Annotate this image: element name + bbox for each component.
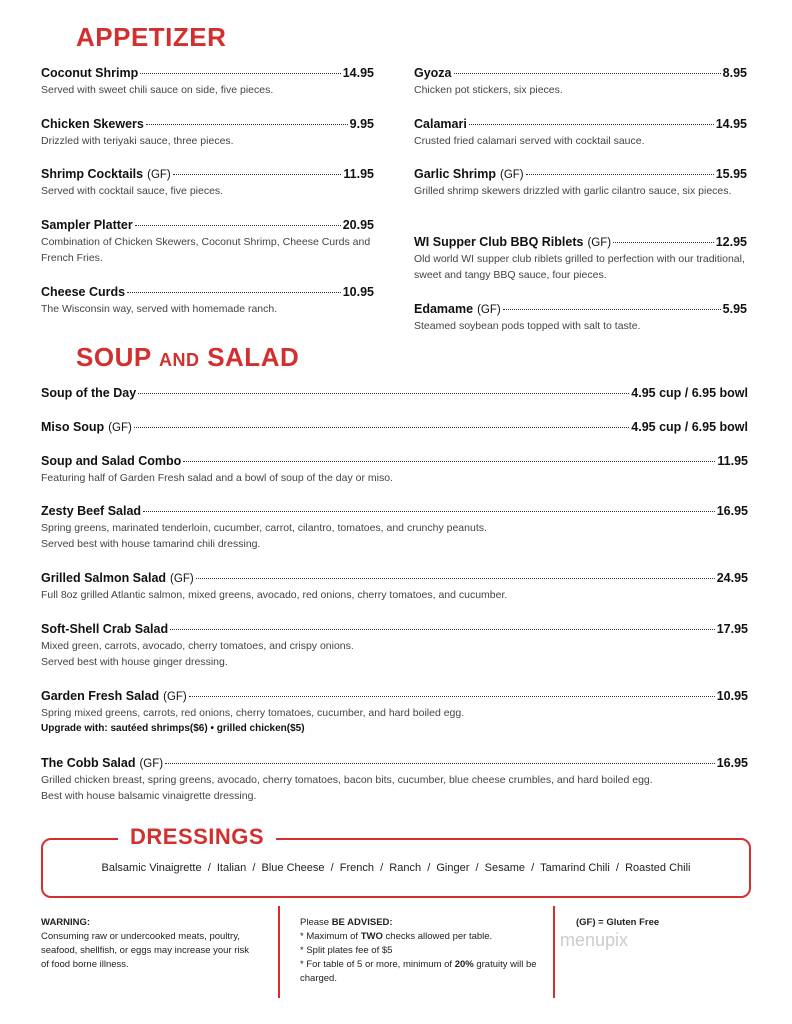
- menu-item-description: Chicken pot stickers, six pieces.: [414, 84, 563, 96]
- watermark: menupix: [560, 930, 629, 950]
- menu-item: [41, 167, 374, 199]
- menu-item-price: 10.95: [342, 285, 374, 299]
- gluten-free-tag: (GF): [477, 304, 501, 316]
- advised-lead: Please: [300, 917, 332, 928]
- menu-item-name: Grilled Salmon Salad: [41, 571, 167, 585]
- leader-dots: [183, 461, 715, 462]
- menu-item-row: [414, 117, 747, 131]
- menu-item-row: [41, 218, 374, 232]
- menu-item-description-note: Best with house balsamic vinaigrette dressing.: [41, 790, 257, 802]
- menu-item-row: [414, 302, 747, 316]
- leader-dots: [526, 174, 714, 175]
- salad-word: SALAD: [207, 342, 300, 372]
- menu-item-name: Miso Soup: [41, 420, 105, 434]
- leader-dots: [170, 629, 715, 630]
- menu-item-price: 4.95 cup / 6.95 bowl: [631, 386, 748, 400]
- menu-item-price: 17.95: [716, 622, 748, 636]
- leader-dots: [189, 696, 715, 697]
- menu-item-name: Soup of the Day: [41, 386, 137, 400]
- footer-divider-right: [553, 906, 555, 998]
- menu-item: [41, 622, 748, 670]
- menu-item-row: [41, 167, 374, 181]
- menu-item-price: 11.95: [343, 167, 374, 181]
- menu-item-row: [41, 571, 748, 585]
- advised-3b: 20%: [454, 959, 474, 970]
- menu-item-name: Coconut Shrimp: [41, 66, 139, 80]
- menu-item-row: [41, 386, 748, 400]
- menu-item-description: Spring mixed greens, carrots, red onions, cherry tomatoes, cucumber, and hard boiled egg.: [41, 707, 465, 719]
- menu-item: [41, 504, 748, 552]
- warning-text: Consuming raw or undercooked meats, poultry, seafood, shellfish, or eggs may increase your risk of food borne illness.: [41, 931, 250, 970]
- menu-item-name: Cheese Curds: [41, 285, 126, 299]
- leader-dots: [173, 174, 342, 175]
- menu-item-row: [41, 504, 748, 518]
- menu-item-name: Gyoza: [414, 66, 452, 80]
- menu-item: [414, 117, 747, 149]
- leader-dots: [613, 242, 714, 243]
- advised-note: [300, 916, 540, 986]
- advised-2: * Split plates fee of $5: [300, 945, 393, 956]
- gluten-free-tag: (GF): [108, 422, 132, 434]
- menu-item-row: [41, 622, 748, 636]
- dressings-list: Balsamic Vinaigrette / Italian / Blue Cheese / French / Ranch / Ginger / Sesame / Tamarind Chili / Roasted Chili: [101, 862, 691, 874]
- menu-item-description: Grilled chicken breast, spring greens, avocado, cherry tomatoes, bacon bits, cucumber, blue cheese crumbles, and hard boiled egg.: [41, 774, 653, 786]
- leader-dots: [146, 124, 348, 125]
- menu-item-name: Soft-Shell Crab Salad: [41, 622, 169, 636]
- menu-item-name: Chicken Skewers: [41, 117, 144, 131]
- dressings-heading: DRESSINGS: [118, 824, 276, 850]
- menu-item-name: Garlic Shrimp: [414, 167, 496, 181]
- gluten-free-tag: (GF): [139, 758, 164, 770]
- menu-item-price: 4.95 cup / 6.95 bowl: [631, 420, 748, 434]
- advised-bold: BE ADVISED:: [331, 917, 393, 928]
- menu-item-row: [41, 454, 748, 468]
- soup-salad-heading: [76, 342, 299, 373]
- leader-dots: [134, 427, 629, 428]
- footer-divider-left: [278, 906, 280, 998]
- menu-item-name: Garden Fresh Salad: [41, 689, 160, 703]
- warning-title: WARNING:: [41, 917, 91, 928]
- leader-dots: [196, 578, 715, 579]
- gluten-free-tag: (GF): [163, 691, 187, 703]
- menu-item: [41, 454, 748, 486]
- menu-item: [41, 218, 374, 266]
- leader-dots: [135, 225, 341, 226]
- menu-item-name: Soup and Salad Combo: [41, 454, 182, 468]
- menu-item-name: Shrimp Cocktails: [41, 167, 144, 181]
- menu-item-row: [414, 235, 747, 249]
- advised-3a: * For table of 5 or more, minimum of: [300, 959, 455, 970]
- menu-item: [41, 689, 748, 734]
- menu-item-description: Old world WI supper club riblets grilled to perfection with our traditional, sweet and tangy BBQ sauce, four pieces.: [414, 253, 745, 281]
- and-word: AND: [158, 350, 200, 370]
- menu-item-description: The Wisconsin way, served with homemade ranch.: [41, 303, 278, 315]
- leader-dots: [503, 309, 721, 310]
- appetizer-heading: APPETIZER: [76, 22, 227, 52]
- menu-item-description: Full 8oz grilled Atlantic salmon, mixed greens, avocado, red onions, cherry tomatoes, and cucumber.: [41, 589, 508, 601]
- menu-item: [41, 66, 374, 98]
- menu-item-price: 5.95: [722, 302, 747, 316]
- menu-item: [41, 571, 748, 603]
- menu-item-description: Grilled shrimp skewers drizzled with garlic cilantro sauce, six pieces.: [414, 185, 732, 197]
- menu-item-description: Served with cocktail sauce, five pieces.: [41, 185, 224, 197]
- menu-item-price: 9.95: [349, 117, 374, 131]
- soup-word: SOUP: [76, 342, 152, 372]
- menu-item-description: Drizzled with teriyaki sauce, three pieces.: [41, 135, 234, 147]
- menu-item-price: 10.95: [716, 689, 748, 703]
- menu-item: [41, 386, 748, 400]
- menu-item-row: [414, 167, 747, 181]
- menu-item-name: The Cobb Salad: [41, 756, 136, 770]
- menu-item: [41, 756, 748, 804]
- menu-item-row: [41, 756, 748, 770]
- menu-item-price: 8.95: [722, 66, 747, 80]
- gluten-free-tag: (GF): [170, 573, 194, 585]
- menu-item-description: Featuring half of Garden Fresh salad and a bowl of soup of the day or miso.: [41, 472, 393, 484]
- menu-item-description: Steamed soybean pods topped with salt to taste.: [414, 320, 641, 332]
- leader-dots: [454, 73, 721, 74]
- menu-item-description: Combination of Chicken Skewers, Coconut Shrimp, Cheese Curds and French Fries.: [41, 236, 371, 264]
- leader-dots: [143, 511, 715, 512]
- menu-item-row: [41, 689, 748, 703]
- menu-item-price: 14.95: [715, 117, 747, 131]
- gluten-free-tag: (GF): [147, 169, 171, 181]
- menu-item-price: 12.95: [715, 235, 747, 249]
- menu-item: [414, 302, 747, 334]
- gluten-free-tag: (GF): [587, 237, 612, 249]
- advised-1b: TWO: [360, 931, 383, 942]
- menu-item-name: Edamame: [414, 302, 474, 316]
- menu-item-price: 15.95: [715, 167, 747, 181]
- menu-item-description-note: Served best with house tamarind chili dressing.: [41, 538, 261, 550]
- menu-item: [41, 117, 374, 149]
- menu-item-price: 14.95: [342, 66, 374, 80]
- leader-dots: [140, 73, 341, 74]
- menu-item-name: Calamari: [414, 117, 467, 131]
- menu-item-upgrade: Upgrade with: sautéed shrimps($6) • grilled chicken($5): [41, 723, 305, 734]
- menu-item-description: Served with sweet chili sauce on side, five pieces.: [41, 84, 274, 96]
- menu-item-name: WI Supper Club BBQ Riblets: [414, 235, 584, 249]
- leader-dots: [165, 763, 715, 764]
- menu-item-price: 16.95: [716, 504, 748, 518]
- menu-item-description: Spring greens, marinated tenderloin, cucumber, carrot, cilantro, tomatoes, and crunchy peanuts.: [41, 522, 487, 534]
- menu-item-description: Crusted fried calamari served with cocktail sauce.: [414, 135, 645, 147]
- menu-item-price: 24.95: [716, 571, 748, 585]
- gluten-free-tag: (GF): [499, 169, 524, 181]
- menu-item-name: Sampler Platter: [41, 218, 133, 232]
- gf-note: (GF) = Gluten Free: [576, 917, 660, 928]
- advised-3c: gratuity will be charged.: [300, 959, 537, 984]
- menu-item-name: Zesty Beef Salad: [41, 504, 142, 518]
- menu-item: [414, 235, 747, 283]
- menu-item: [41, 285, 374, 317]
- menu-item: [414, 66, 747, 98]
- menu-item-price: 20.95: [342, 218, 374, 232]
- advised-1a: * Maximum of: [300, 931, 361, 942]
- menu-item: [414, 167, 747, 199]
- menu-item-description: Mixed green, carrots, avocado, cherry tomatoes, and crispy onions.: [41, 640, 354, 652]
- menu-item-row: [41, 117, 374, 131]
- menu-item-description-note: Served best with house ginger dressing.: [41, 656, 228, 668]
- warning-note: [41, 916, 256, 972]
- menu-item-price: 11.95: [717, 454, 748, 468]
- menu-item-row: [41, 285, 374, 299]
- leader-dots: [469, 124, 714, 125]
- menu-item-row: [414, 66, 747, 80]
- advised-1c: checks allowed per table.: [382, 931, 493, 942]
- menu-item-price: 16.95: [716, 756, 748, 770]
- menu-item: [41, 420, 748, 434]
- menu-item-row: [41, 66, 374, 80]
- leader-dots: [138, 393, 629, 394]
- leader-dots: [127, 292, 341, 293]
- menu-item-row: [41, 420, 748, 434]
